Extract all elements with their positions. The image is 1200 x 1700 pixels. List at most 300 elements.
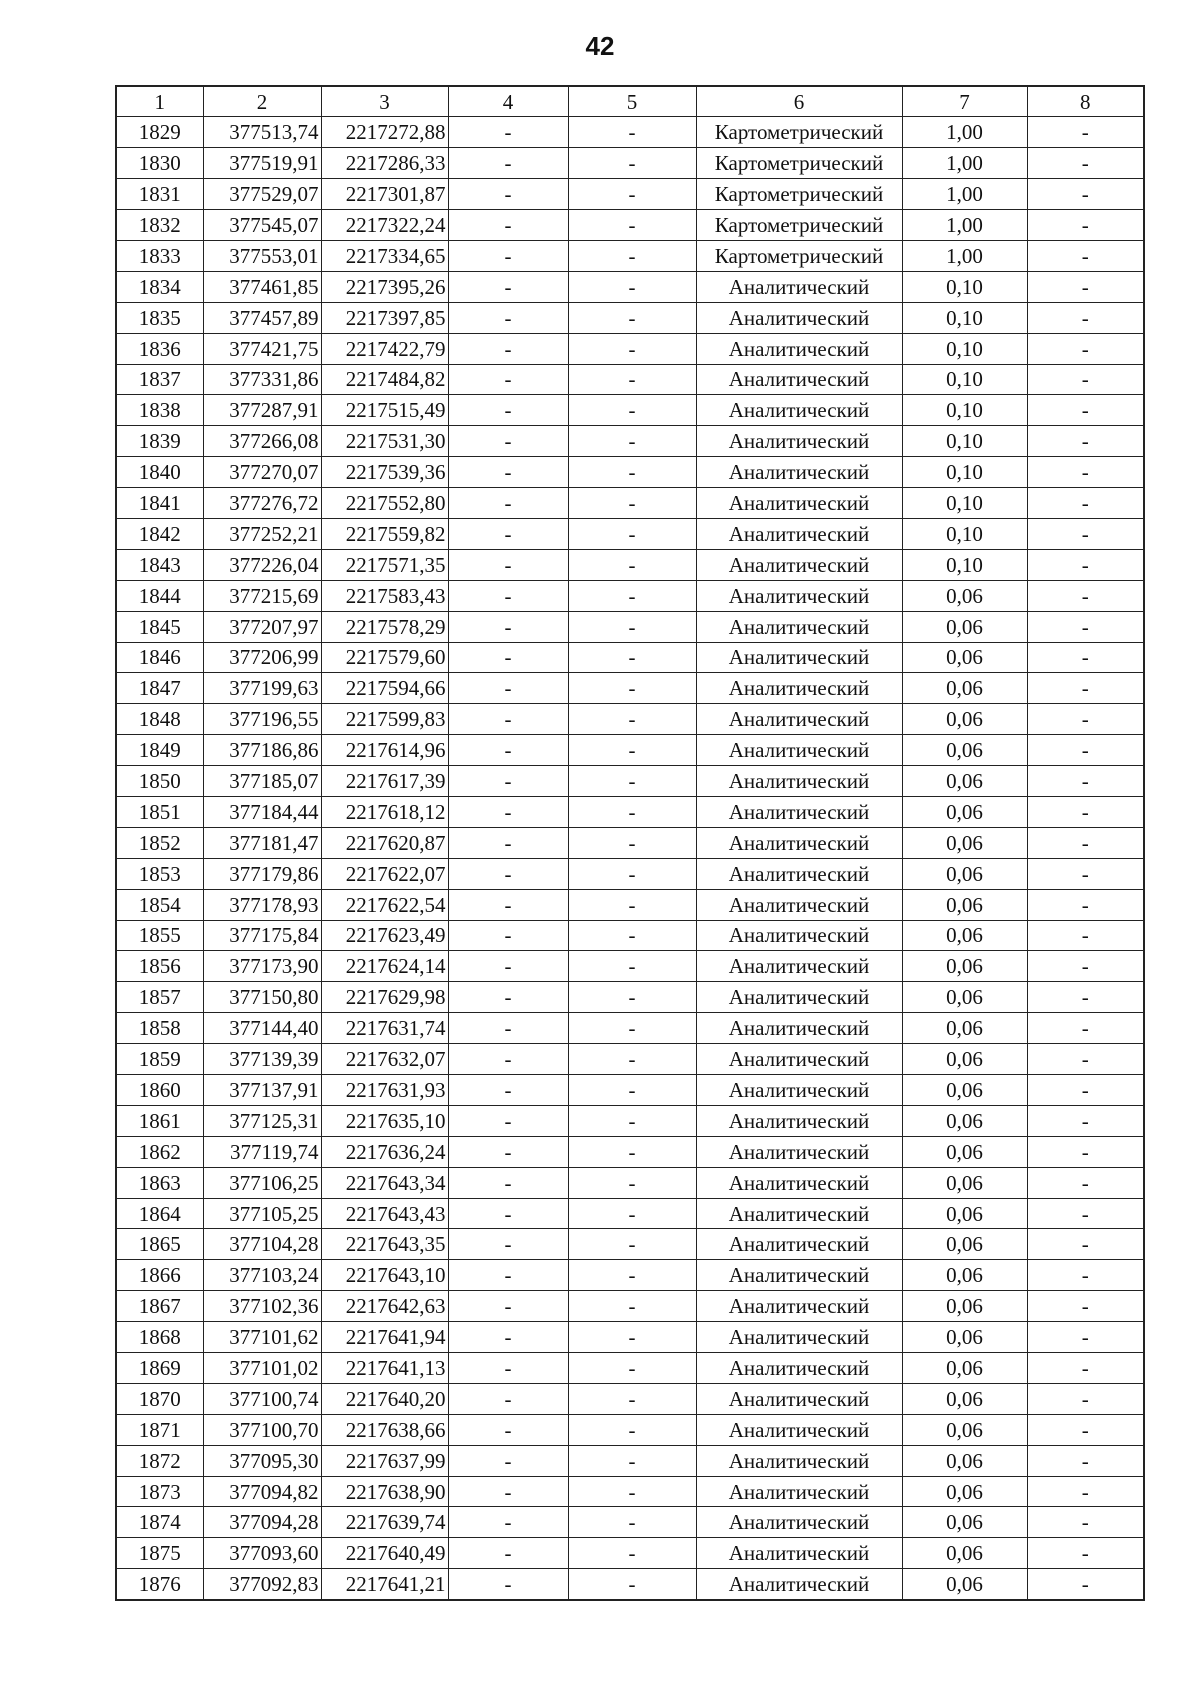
- y-coordinate-cell: 2217622,54: [321, 889, 448, 920]
- column-4-cell: -: [448, 1383, 568, 1414]
- point-number-cell: 1857: [116, 982, 203, 1013]
- column-5-cell: -: [568, 1476, 696, 1507]
- point-number-cell: 1849: [116, 735, 203, 766]
- column-8-cell: -: [1027, 1260, 1144, 1291]
- method-cell: Аналитический: [696, 827, 902, 858]
- point-number-cell: 1850: [116, 766, 203, 797]
- column-8-cell: -: [1027, 1322, 1144, 1353]
- column-4-cell: -: [448, 1136, 568, 1167]
- column-8-cell: -: [1027, 611, 1144, 642]
- y-coordinate-cell: 2217641,21: [321, 1569, 448, 1600]
- point-number-cell: 1845: [116, 611, 203, 642]
- column-8-cell: -: [1027, 117, 1144, 148]
- table-row: [116, 1383, 1144, 1414]
- column-5-cell: -: [568, 920, 696, 951]
- table-row: [116, 642, 1144, 673]
- point-number-cell: 1836: [116, 333, 203, 364]
- x-coordinate-cell: 377173,90: [203, 951, 321, 982]
- precision-cell: 0,06: [902, 766, 1027, 797]
- precision-cell: 0,06: [902, 1353, 1027, 1384]
- x-coordinate-cell: 377094,28: [203, 1507, 321, 1538]
- x-coordinate-cell: 377207,97: [203, 611, 321, 642]
- y-coordinate-cell: 2217641,94: [321, 1322, 448, 1353]
- column-8-cell: -: [1027, 982, 1144, 1013]
- column-4-cell: -: [448, 240, 568, 271]
- column-4-cell: -: [448, 858, 568, 889]
- column-5-cell: -: [568, 179, 696, 210]
- column-8-cell: -: [1027, 1476, 1144, 1507]
- table-row: [116, 395, 1144, 426]
- column-8-cell: -: [1027, 148, 1144, 179]
- precision-cell: 0,06: [902, 1260, 1027, 1291]
- x-coordinate-cell: 377093,60: [203, 1538, 321, 1569]
- column-4-cell: -: [448, 580, 568, 611]
- column-4-cell: -: [448, 673, 568, 704]
- column-8-cell: -: [1027, 426, 1144, 457]
- column-8-cell: -: [1027, 920, 1144, 951]
- column-4-cell: -: [448, 302, 568, 333]
- x-coordinate-cell: 377461,85: [203, 271, 321, 302]
- precision-cell: 0,06: [902, 1322, 1027, 1353]
- x-coordinate-cell: 377276,72: [203, 488, 321, 519]
- column-4-cell: -: [448, 549, 568, 580]
- column-4-cell: -: [448, 395, 568, 426]
- x-coordinate-cell: 377252,21: [203, 518, 321, 549]
- table-row: [116, 889, 1144, 920]
- precision-cell: 1,00: [902, 240, 1027, 271]
- y-coordinate-cell: 2217594,66: [321, 673, 448, 704]
- column-8-cell: -: [1027, 766, 1144, 797]
- point-number-cell: 1854: [116, 889, 203, 920]
- point-number-cell: 1863: [116, 1167, 203, 1198]
- y-coordinate-cell: 2217286,33: [321, 148, 448, 179]
- precision-cell: 1,00: [902, 117, 1027, 148]
- column-8-cell: -: [1027, 488, 1144, 519]
- column-8-cell: -: [1027, 1569, 1144, 1600]
- x-coordinate-cell: 377270,07: [203, 457, 321, 488]
- precision-cell: 0,06: [902, 827, 1027, 858]
- table-row: [116, 549, 1144, 580]
- x-coordinate-cell: 377106,25: [203, 1167, 321, 1198]
- column-8-cell: -: [1027, 302, 1144, 333]
- column-8-cell: -: [1027, 951, 1144, 982]
- point-number-cell: 1834: [116, 271, 203, 302]
- y-coordinate-cell: 2217632,07: [321, 1044, 448, 1075]
- precision-cell: 0,06: [902, 1507, 1027, 1538]
- method-cell: Аналитический: [696, 426, 902, 457]
- column-5-cell: -: [568, 426, 696, 457]
- x-coordinate-cell: 377199,63: [203, 673, 321, 704]
- column-4-cell: -: [448, 642, 568, 673]
- point-number-cell: 1852: [116, 827, 203, 858]
- point-number-cell: 1868: [116, 1322, 203, 1353]
- y-coordinate-cell: 2217631,74: [321, 1013, 448, 1044]
- column-header: 3: [321, 86, 448, 117]
- x-coordinate-cell: 377101,62: [203, 1322, 321, 1353]
- column-header: 7: [902, 86, 1027, 117]
- table-row: [116, 1569, 1144, 1600]
- column-4-cell: -: [448, 1105, 568, 1136]
- point-number-cell: 1831: [116, 179, 203, 210]
- column-5-cell: -: [568, 796, 696, 827]
- method-cell: Аналитический: [696, 1198, 902, 1229]
- column-5-cell: -: [568, 1260, 696, 1291]
- x-coordinate-cell: 377102,36: [203, 1291, 321, 1322]
- column-5-cell: -: [568, 1353, 696, 1384]
- column-5-cell: -: [568, 1198, 696, 1229]
- column-4-cell: -: [448, 611, 568, 642]
- precision-cell: 0,10: [902, 333, 1027, 364]
- point-number-cell: 1873: [116, 1476, 203, 1507]
- x-coordinate-cell: 377175,84: [203, 920, 321, 951]
- column-8-cell: -: [1027, 858, 1144, 889]
- column-8-cell: -: [1027, 179, 1144, 210]
- column-5-cell: -: [568, 117, 696, 148]
- point-number-cell: 1848: [116, 704, 203, 735]
- method-cell: Аналитический: [696, 642, 902, 673]
- table-row: [116, 1044, 1144, 1075]
- precision-cell: 0,06: [902, 1291, 1027, 1322]
- precision-cell: 0,06: [902, 1136, 1027, 1167]
- y-coordinate-cell: 2217531,30: [321, 426, 448, 457]
- column-8-cell: -: [1027, 704, 1144, 735]
- precision-cell: 0,06: [902, 673, 1027, 704]
- table-row: [116, 210, 1144, 241]
- method-cell: Аналитический: [696, 673, 902, 704]
- column-4-cell: -: [448, 1476, 568, 1507]
- point-number-cell: 1841: [116, 488, 203, 519]
- method-cell: Аналитический: [696, 1322, 902, 1353]
- y-coordinate-cell: 2217322,24: [321, 210, 448, 241]
- column-5-cell: -: [568, 580, 696, 611]
- precision-cell: 0,06: [902, 1383, 1027, 1414]
- x-coordinate-cell: 377150,80: [203, 982, 321, 1013]
- column-4-cell: -: [448, 1198, 568, 1229]
- table-row: [116, 1507, 1144, 1538]
- method-cell: Аналитический: [696, 1569, 902, 1600]
- precision-cell: 0,10: [902, 271, 1027, 302]
- point-number-cell: 1832: [116, 210, 203, 241]
- y-coordinate-cell: 2217578,29: [321, 611, 448, 642]
- method-cell: Картометрический: [696, 148, 902, 179]
- x-coordinate-cell: 377181,47: [203, 827, 321, 858]
- x-coordinate-cell: 377100,70: [203, 1414, 321, 1445]
- column-4-cell: -: [448, 766, 568, 797]
- x-coordinate-cell: 377119,74: [203, 1136, 321, 1167]
- point-number-cell: 1867: [116, 1291, 203, 1322]
- precision-cell: 0,06: [902, 1044, 1027, 1075]
- x-coordinate-cell: 377331,86: [203, 364, 321, 395]
- y-coordinate-cell: 2217637,99: [321, 1445, 448, 1476]
- column-4-cell: -: [448, 1291, 568, 1322]
- table-row: [116, 271, 1144, 302]
- column-5-cell: -: [568, 1291, 696, 1322]
- table-row: [116, 796, 1144, 827]
- method-cell: Аналитический: [696, 1013, 902, 1044]
- column-8-cell: -: [1027, 1136, 1144, 1167]
- point-number-cell: 1862: [116, 1136, 203, 1167]
- point-number-cell: 1839: [116, 426, 203, 457]
- column-4-cell: -: [448, 704, 568, 735]
- y-coordinate-cell: 2217643,43: [321, 1198, 448, 1229]
- y-coordinate-cell: 2217559,82: [321, 518, 448, 549]
- table-row: [116, 148, 1144, 179]
- precision-cell: 0,06: [902, 920, 1027, 951]
- column-5-cell: -: [568, 766, 696, 797]
- x-coordinate-cell: 377206,99: [203, 642, 321, 673]
- table-row: [116, 1476, 1144, 1507]
- method-cell: Аналитический: [696, 766, 902, 797]
- precision-cell: 0,06: [902, 1476, 1027, 1507]
- method-cell: Аналитический: [696, 1383, 902, 1414]
- column-header: 1: [116, 86, 203, 117]
- point-number-cell: 1830: [116, 148, 203, 179]
- point-number-cell: 1865: [116, 1229, 203, 1260]
- column-5-cell: -: [568, 1075, 696, 1106]
- method-cell: Аналитический: [696, 488, 902, 519]
- column-5-cell: -: [568, 982, 696, 1013]
- column-header: 8: [1027, 86, 1144, 117]
- column-5-cell: -: [568, 549, 696, 580]
- column-8-cell: -: [1027, 1291, 1144, 1322]
- column-header: 2: [203, 86, 321, 117]
- x-coordinate-cell: 377545,07: [203, 210, 321, 241]
- method-cell: Аналитический: [696, 735, 902, 766]
- precision-cell: 0,06: [902, 642, 1027, 673]
- method-cell: Аналитический: [696, 982, 902, 1013]
- column-8-cell: -: [1027, 1044, 1144, 1075]
- table-row: [116, 1291, 1144, 1322]
- table-row: [116, 982, 1144, 1013]
- table-row: [116, 735, 1144, 766]
- table-row: [116, 179, 1144, 210]
- column-8-cell: -: [1027, 1198, 1144, 1229]
- column-8-cell: -: [1027, 1105, 1144, 1136]
- table-row: [116, 580, 1144, 611]
- method-cell: Аналитический: [696, 1476, 902, 1507]
- column-5-cell: -: [568, 148, 696, 179]
- y-coordinate-cell: 2217640,49: [321, 1538, 448, 1569]
- y-coordinate-cell: 2217395,26: [321, 271, 448, 302]
- column-4-cell: -: [448, 735, 568, 766]
- x-coordinate-cell: 377179,86: [203, 858, 321, 889]
- method-cell: Картометрический: [696, 210, 902, 241]
- method-cell: Аналитический: [696, 395, 902, 426]
- table-row: [116, 1414, 1144, 1445]
- column-5-cell: -: [568, 1044, 696, 1075]
- table-row: [116, 1105, 1144, 1136]
- column-4-cell: -: [448, 210, 568, 241]
- table-row: [116, 1445, 1144, 1476]
- y-coordinate-cell: 2217515,49: [321, 395, 448, 426]
- point-number-cell: 1833: [116, 240, 203, 271]
- column-5-cell: -: [568, 735, 696, 766]
- column-4-cell: -: [448, 1167, 568, 1198]
- column-4-cell: -: [448, 1569, 568, 1600]
- column-8-cell: -: [1027, 1075, 1144, 1106]
- point-number-cell: 1846: [116, 642, 203, 673]
- column-4-cell: -: [448, 518, 568, 549]
- column-5-cell: -: [568, 673, 696, 704]
- column-5-cell: -: [568, 1229, 696, 1260]
- precision-cell: 0,06: [902, 1229, 1027, 1260]
- precision-cell: 0,06: [902, 951, 1027, 982]
- method-cell: Аналитический: [696, 1260, 902, 1291]
- y-coordinate-cell: 2217642,63: [321, 1291, 448, 1322]
- method-cell: Аналитический: [696, 1229, 902, 1260]
- column-4-cell: -: [448, 1013, 568, 1044]
- column-5-cell: -: [568, 1507, 696, 1538]
- table-row: [116, 673, 1144, 704]
- table-row: [116, 1322, 1144, 1353]
- column-8-cell: -: [1027, 1353, 1144, 1384]
- column-5-cell: -: [568, 1538, 696, 1569]
- column-8-cell: -: [1027, 796, 1144, 827]
- method-cell: Аналитический: [696, 1414, 902, 1445]
- y-coordinate-cell: 2217629,98: [321, 982, 448, 1013]
- x-coordinate-cell: 377137,91: [203, 1075, 321, 1106]
- column-4-cell: -: [448, 827, 568, 858]
- column-8-cell: -: [1027, 1445, 1144, 1476]
- column-8-cell: -: [1027, 210, 1144, 241]
- x-coordinate-cell: 377215,69: [203, 580, 321, 611]
- table-row: [116, 364, 1144, 395]
- y-coordinate-cell: 2217640,20: [321, 1383, 448, 1414]
- point-number-cell: 1842: [116, 518, 203, 549]
- column-5-cell: -: [568, 240, 696, 271]
- precision-cell: 0,10: [902, 302, 1027, 333]
- column-5-cell: -: [568, 611, 696, 642]
- method-cell: Аналитический: [696, 580, 902, 611]
- column-8-cell: -: [1027, 642, 1144, 673]
- point-number-cell: 1864: [116, 1198, 203, 1229]
- precision-cell: 0,06: [902, 1569, 1027, 1600]
- y-coordinate-cell: 2217623,49: [321, 920, 448, 951]
- precision-cell: 0,06: [902, 580, 1027, 611]
- table-row: [116, 117, 1144, 148]
- x-coordinate-cell: 377178,93: [203, 889, 321, 920]
- point-number-cell: 1860: [116, 1075, 203, 1106]
- x-coordinate-cell: 377105,25: [203, 1198, 321, 1229]
- point-number-cell: 1870: [116, 1383, 203, 1414]
- point-number-cell: 1829: [116, 117, 203, 148]
- column-4-cell: -: [448, 1322, 568, 1353]
- y-coordinate-cell: 2217334,65: [321, 240, 448, 271]
- x-coordinate-cell: 377266,08: [203, 426, 321, 457]
- column-5-cell: -: [568, 1414, 696, 1445]
- point-number-cell: 1853: [116, 858, 203, 889]
- precision-cell: 0,10: [902, 488, 1027, 519]
- column-4-cell: -: [448, 148, 568, 179]
- precision-cell: 0,06: [902, 1167, 1027, 1198]
- precision-cell: 0,06: [902, 611, 1027, 642]
- table-row: [116, 488, 1144, 519]
- point-number-cell: 1840: [116, 457, 203, 488]
- column-5-cell: -: [568, 1013, 696, 1044]
- column-5-cell: -: [568, 302, 696, 333]
- precision-cell: 0,06: [902, 735, 1027, 766]
- table-row: [116, 1353, 1144, 1384]
- precision-cell: 0,06: [902, 704, 1027, 735]
- x-coordinate-cell: 377287,91: [203, 395, 321, 426]
- x-coordinate-cell: 377196,55: [203, 704, 321, 735]
- point-number-cell: 1844: [116, 580, 203, 611]
- y-coordinate-cell: 2217422,79: [321, 333, 448, 364]
- method-cell: Аналитический: [696, 457, 902, 488]
- column-8-cell: -: [1027, 395, 1144, 426]
- column-8-cell: -: [1027, 1229, 1144, 1260]
- precision-cell: 0,10: [902, 426, 1027, 457]
- column-4-cell: -: [448, 457, 568, 488]
- y-coordinate-cell: 2217643,34: [321, 1167, 448, 1198]
- precision-cell: 0,10: [902, 457, 1027, 488]
- precision-cell: 0,06: [902, 1414, 1027, 1445]
- column-4-cell: -: [448, 951, 568, 982]
- column-8-cell: -: [1027, 457, 1144, 488]
- table-row: [116, 1260, 1144, 1291]
- y-coordinate-cell: 2217599,83: [321, 704, 448, 735]
- y-coordinate-cell: 2217620,87: [321, 827, 448, 858]
- column-8-cell: -: [1027, 240, 1144, 271]
- table-row: [116, 1229, 1144, 1260]
- method-cell: Аналитический: [696, 518, 902, 549]
- table-row: [116, 704, 1144, 735]
- table-row: [116, 1198, 1144, 1229]
- point-number-cell: 1869: [116, 1353, 203, 1384]
- x-coordinate-cell: 377421,75: [203, 333, 321, 364]
- column-5-cell: -: [568, 889, 696, 920]
- precision-cell: 0,06: [902, 1445, 1027, 1476]
- y-coordinate-cell: 2217583,43: [321, 580, 448, 611]
- column-5-cell: -: [568, 395, 696, 426]
- precision-cell: 1,00: [902, 148, 1027, 179]
- x-coordinate-cell: 377553,01: [203, 240, 321, 271]
- y-coordinate-cell: 2217552,80: [321, 488, 448, 519]
- point-number-cell: 1871: [116, 1414, 203, 1445]
- column-8-cell: -: [1027, 1414, 1144, 1445]
- column-5-cell: -: [568, 858, 696, 889]
- column-4-cell: -: [448, 889, 568, 920]
- column-5-cell: -: [568, 518, 696, 549]
- precision-cell: 0,10: [902, 518, 1027, 549]
- method-cell: Картометрический: [696, 179, 902, 210]
- y-coordinate-cell: 2217301,87: [321, 179, 448, 210]
- y-coordinate-cell: 2217614,96: [321, 735, 448, 766]
- point-number-cell: 1843: [116, 549, 203, 580]
- method-cell: Аналитический: [696, 796, 902, 827]
- column-5-cell: -: [568, 333, 696, 364]
- column-4-cell: -: [448, 1507, 568, 1538]
- precision-cell: 0,10: [902, 549, 1027, 580]
- point-number-cell: 1859: [116, 1044, 203, 1075]
- column-8-cell: -: [1027, 580, 1144, 611]
- precision-cell: 0,10: [902, 395, 1027, 426]
- precision-cell: 1,00: [902, 210, 1027, 241]
- column-8-cell: -: [1027, 673, 1144, 704]
- method-cell: Аналитический: [696, 1167, 902, 1198]
- column-4-cell: -: [448, 796, 568, 827]
- y-coordinate-cell: 2217624,14: [321, 951, 448, 982]
- x-coordinate-cell: 377139,39: [203, 1044, 321, 1075]
- y-coordinate-cell: 2217643,10: [321, 1260, 448, 1291]
- column-4-cell: -: [448, 488, 568, 519]
- x-coordinate-cell: 377186,86: [203, 735, 321, 766]
- x-coordinate-cell: 377100,74: [203, 1383, 321, 1414]
- y-coordinate-cell: 2217631,93: [321, 1075, 448, 1106]
- column-8-cell: -: [1027, 1167, 1144, 1198]
- table-row: [116, 920, 1144, 951]
- column-4-cell: -: [448, 1075, 568, 1106]
